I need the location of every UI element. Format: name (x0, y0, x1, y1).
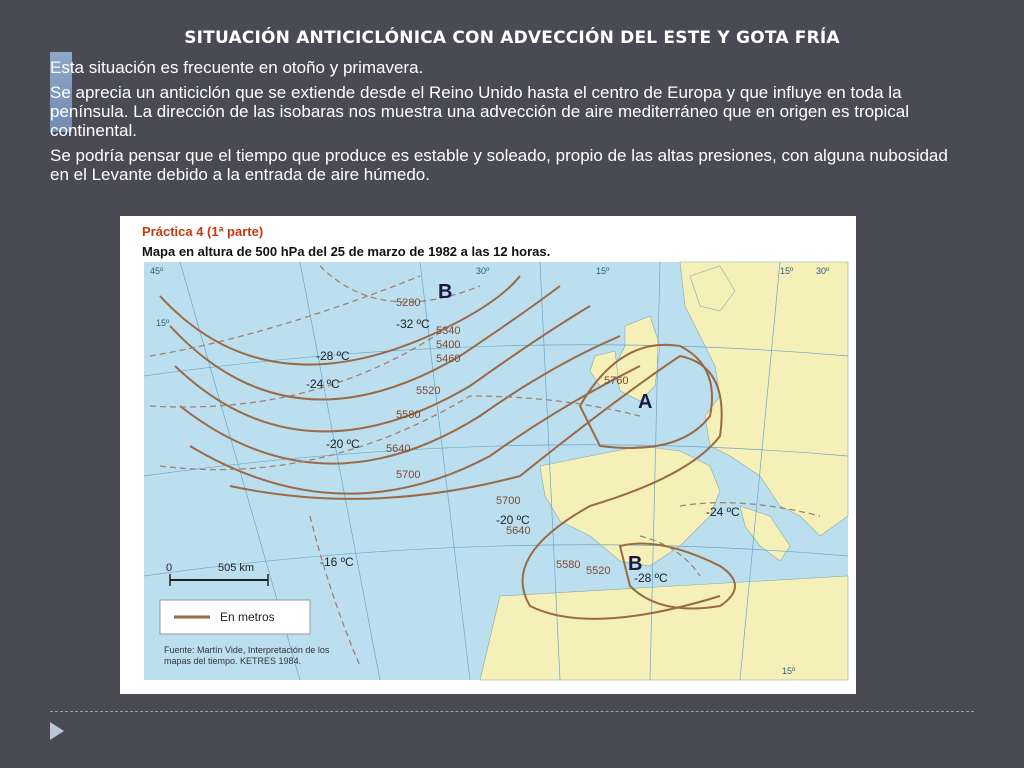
map-legend (160, 600, 310, 634)
meridian-label: 15º (780, 266, 794, 276)
scale-start: 0 (166, 562, 173, 574)
practice-title: Práctica 4 (1ª parte) (142, 224, 264, 239)
isohypse-label: 5520 (586, 565, 611, 577)
high-pressure-center: A (638, 391, 653, 413)
paragraph-2: Se aprecia un anticiclón que se extiende desde el Reino Unido hasta el centro de Europa y que influye en toda la península. La dirección de las isobaras nos muestra una advección de aire mediterráneo que en origen es tropical continental. (50, 83, 910, 140)
isotherm-label: -24 ºC (706, 505, 740, 519)
weather-map (120, 216, 856, 694)
paragraph-3: Se podría pensar que el tiempo que produce es estable y soleado, propio de las altas presiones, con alguna nubosidad en el Levante debido a la entrada de aire húmedo. (50, 146, 948, 184)
meridian-label: 15º (782, 666, 796, 676)
isohypse-label: 5700 (496, 495, 521, 507)
isotherm-label: -28 ºC (634, 571, 668, 585)
isohypse-label: 5280 (396, 297, 421, 309)
low-pressure-north: B (438, 281, 453, 303)
isotherm-label: -20 ºC (496, 513, 530, 527)
isotherm-label: -28 ºC (316, 349, 350, 363)
source-line-2: mapas del tiempo. KETRES 1984. (164, 656, 302, 666)
isohypse-label: 5520 (416, 385, 441, 397)
map-subtitle: Mapa en altura de 500 hPa del 25 de marzo de 1982 a las 12 horas. (142, 244, 551, 259)
isohypse-label: 5400 (436, 339, 461, 351)
meridian-label: 30º (816, 266, 830, 276)
isohypse-label: 5340 (436, 325, 461, 337)
scale-end: 505 km (218, 562, 255, 574)
low-pressure-south: B (628, 553, 643, 575)
isohypse-label: 5640 (506, 525, 531, 537)
isotherm-label: -20 ºC (326, 437, 360, 451)
meridian-label: 45º (150, 266, 164, 276)
isohypse-label: 5700 (396, 469, 421, 481)
isohypse-label: 5460 (436, 353, 461, 365)
source-line-1: Fuente: Martín Vide, Interpretación de los (164, 645, 330, 655)
isohypse-label: 5640 (386, 443, 411, 455)
weather-map-svg (120, 216, 856, 694)
legend-label: En metros (220, 610, 275, 624)
isohypse-label: 5580 (396, 409, 421, 421)
slide-body (50, 58, 970, 190)
next-slide-arrow-icon[interactable] (50, 722, 64, 740)
meridian-label: 15º (156, 318, 170, 328)
isohypse-label: 5580 (556, 559, 581, 571)
isohypse-label: 5760 (604, 375, 629, 387)
footer-divider (50, 711, 974, 712)
meridian-label: 30º (476, 266, 490, 276)
paragraph-1: Esta situación es frecuente en otoño y primavera. (50, 58, 424, 77)
isotherm-label: -32 ºC (396, 317, 430, 331)
slide-title: SITUACIÓN ANTICICLÓNICA CON ADVECCIÓN DEL ESTE Y GOTA FRÍA (184, 28, 840, 48)
meridian-label: 15º (596, 266, 610, 276)
isotherm-label: -24 ºC (306, 377, 340, 391)
isotherm-label: -16 ºC (320, 555, 354, 569)
